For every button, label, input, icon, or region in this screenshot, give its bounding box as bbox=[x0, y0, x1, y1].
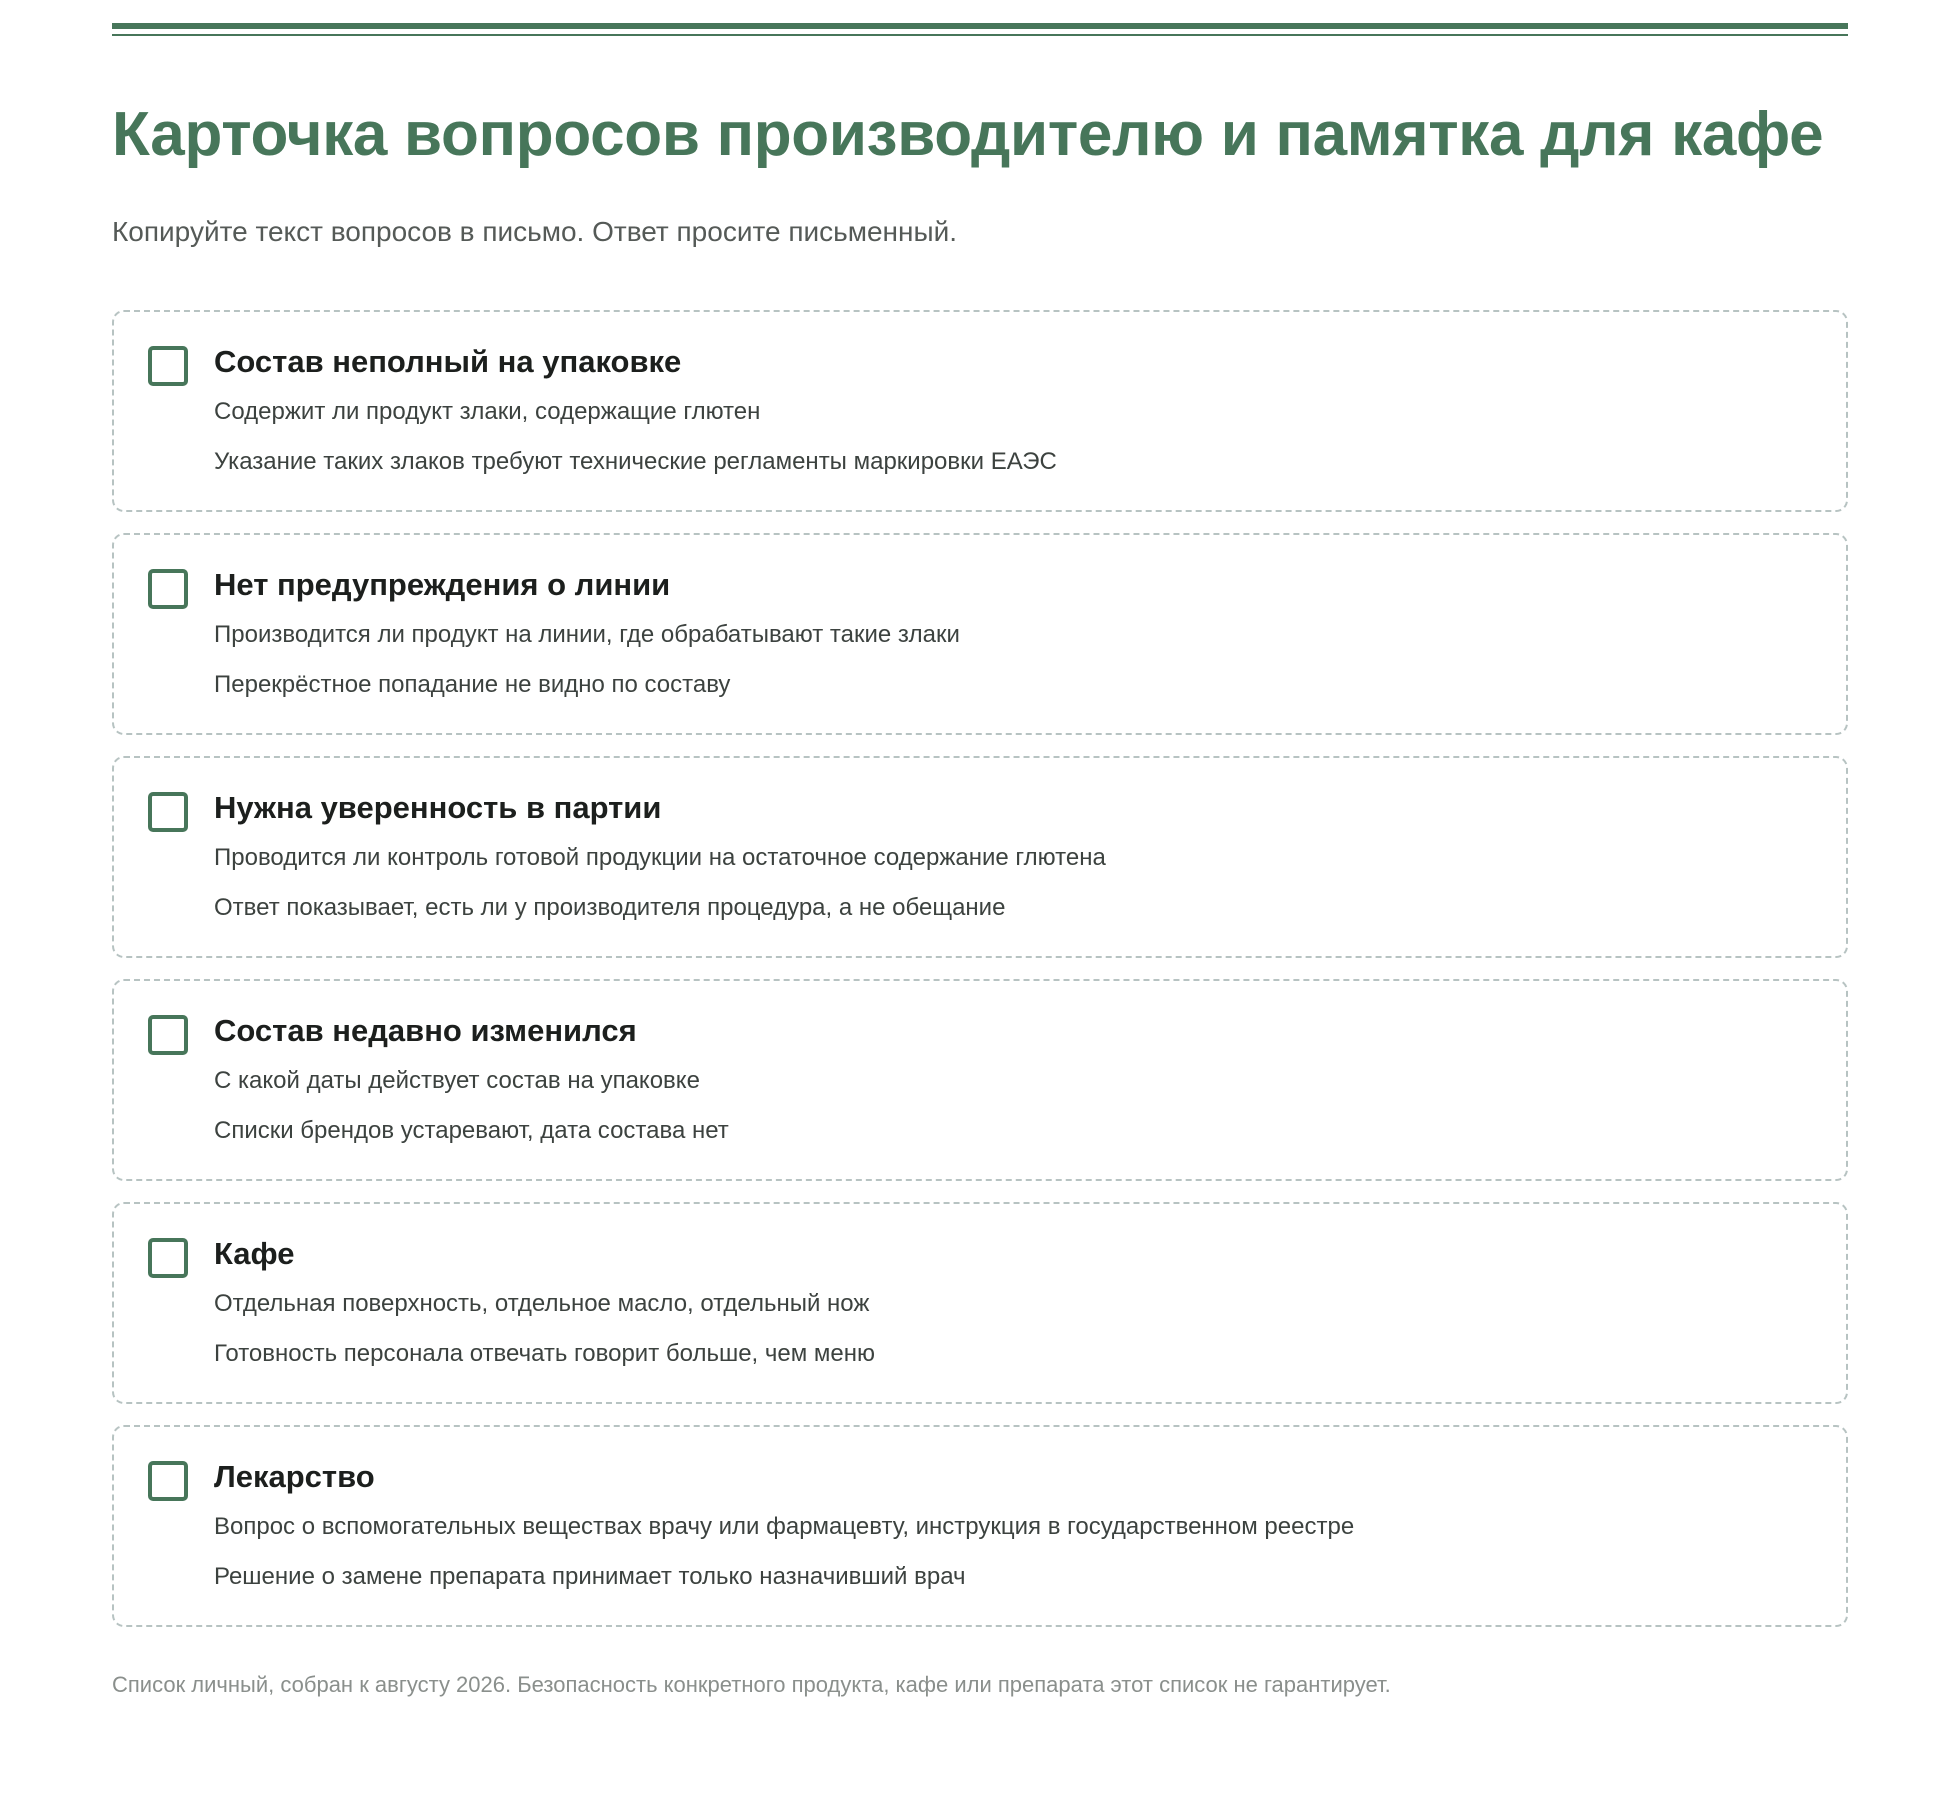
checklist-card bbox=[112, 756, 1848, 958]
card-title: Нет предупреждения о линии bbox=[214, 567, 671, 602]
card-question: Отдельная поверхность, отдельное масло, отдельный нож bbox=[214, 1290, 870, 1317]
card-note: Перекрёстное попадание не видно по составу bbox=[214, 671, 731, 698]
card-note: Решение о замене препарата принимает только назначивший врач bbox=[214, 1563, 966, 1590]
card-note: Ответ показывает, есть ли у производителя процедура, а не обещание bbox=[214, 894, 1006, 921]
card-title: Состав неполный на упаковке bbox=[214, 344, 682, 379]
checklist-card bbox=[112, 310, 1848, 512]
header-rule-thin bbox=[112, 34, 1848, 36]
card-question: Содержит ли продукт злаки, содержащие глютен bbox=[214, 398, 761, 425]
card-note: Готовность персонала отвечать говорит больше, чем меню bbox=[214, 1340, 876, 1367]
checklist bbox=[112, 310, 1848, 1648]
checklist-card bbox=[112, 1425, 1848, 1627]
checkbox[interactable] bbox=[148, 792, 188, 832]
checklist-card bbox=[112, 979, 1848, 1181]
card-title: Нужна уверенность в партии bbox=[214, 790, 662, 825]
card-note: Указание таких злаков требуют технические регламенты маркировки ЕАЭС bbox=[214, 448, 1057, 475]
header-rule-thick bbox=[112, 23, 1848, 29]
card-question: Проводится ли контроль готовой продукции на остаточное содержание глютена bbox=[214, 844, 1106, 871]
checklist-card bbox=[112, 533, 1848, 735]
card-note: Списки брендов устаревают, дата состава нет bbox=[214, 1117, 729, 1144]
checkbox[interactable] bbox=[148, 1015, 188, 1055]
checklist-card bbox=[112, 1202, 1848, 1404]
checkbox[interactable] bbox=[148, 1461, 188, 1501]
checkbox[interactable] bbox=[148, 569, 188, 609]
card-question: С какой даты действует состав на упаковке bbox=[214, 1067, 700, 1094]
card-question: Производится ли продукт на линии, где обрабатывают такие злаки bbox=[214, 621, 960, 648]
footer-disclaimer: Список личный, собран к августу 2026. Безопасность конкретного продукта, кафе или препарата этот список не гарантирует. bbox=[112, 1672, 1391, 1697]
card-question: Вопрос о вспомогательных веществах врачу или фармацевту, инструкция в государственном реестре bbox=[214, 1513, 1355, 1540]
page-title: Карточка вопросов производителю и памятка для кафе bbox=[112, 100, 1824, 169]
card-title: Состав недавно изменился bbox=[214, 1013, 637, 1048]
checkbox[interactable] bbox=[148, 1238, 188, 1278]
card-title: Лекарство bbox=[214, 1459, 375, 1494]
checkbox[interactable] bbox=[148, 346, 188, 386]
page-subtitle: Копируйте текст вопросов в письмо. Ответ просите письменный. bbox=[112, 216, 958, 247]
card-title: Кафе bbox=[214, 1236, 295, 1271]
